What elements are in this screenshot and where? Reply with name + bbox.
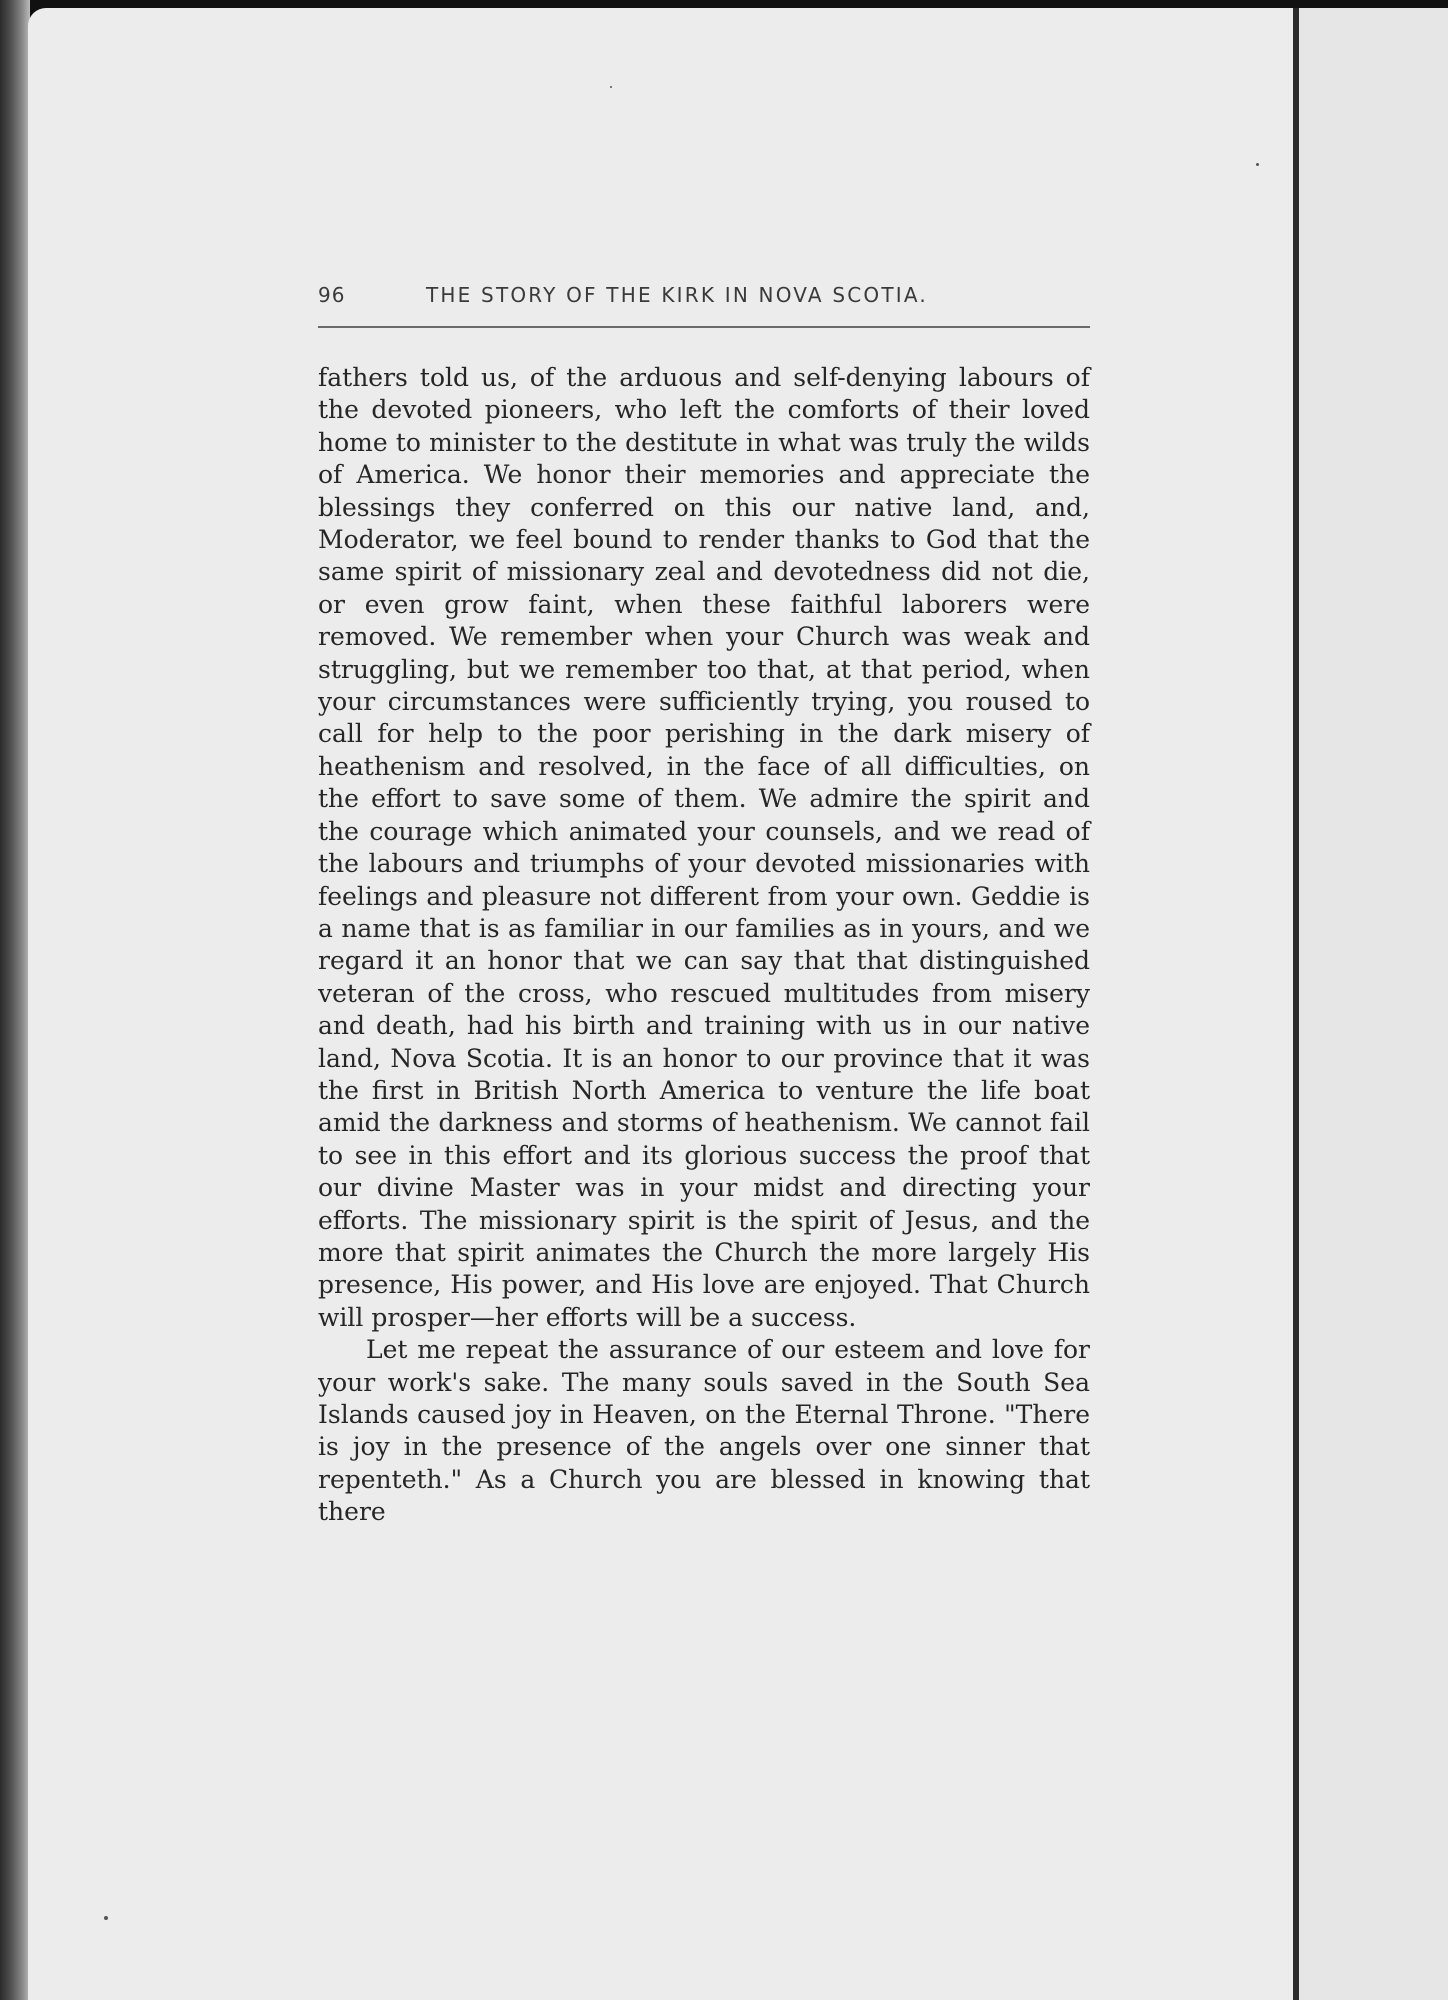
running-head-title: THE STORY OF THE KIRK IN NOVA SCOTIA. <box>426 283 928 307</box>
facing-page-edge <box>1299 8 1448 2000</box>
scan-speck <box>1256 163 1259 166</box>
header-rule <box>318 326 1090 328</box>
running-head <box>318 283 1088 319</box>
paragraph: Let me repeat the assurance of our esteem and love for your work's sake. The many souls saved in the South Sea Islands caused joy in Heaven, on the Eternal Throne. "There is joy in the presence of the angels over one sinner that repenteth." As a Church you are blessed in knowing that there <box>318 1335 1090 1527</box>
scan-speck <box>104 1916 108 1920</box>
book-spine-edge <box>0 0 30 2000</box>
scan-speck <box>610 86 612 88</box>
page-number: 96 <box>318 283 346 307</box>
paragraph-continued: fathers told us, of the arduous and self-denying labours of the devoted pioneers, who left the comforts of their loved home to minister to the destitute in what was truly the wilds of America. We honor their memories and appreciate the blessings they conferred on this our native land, and, Moderator, we feel bound to render thanks to God that the same spirit of missionary zeal and devotedness did not die, or even grow faint, when these faithful laborers were removed. We remember when your Church was weak and struggling, but we remember too that, at that period, when your circumstances were sufficiently trying, you roused to call for help to the poor perishing in the dark misery of heathenism and resolved, in the face of all difficulties, on the effort to save some of them. We admire the spirit and the courage which animated your counsels, and we read of the labours and triumphs of your devoted missionaries with feelings and pleasure not different from your own. Geddie is a name that is as familiar in our families as in yours, and we regard it an honor that we can say that that distinguished veteran of the cross, who rescued multitudes from misery and death, had his birth and training with us in our native land, Nova Scotia. It is an honor to our province that it was the first in British North America to venture the life boat amid the darkness and storms of heathenism. We cannot fail to see in this effort and its glorious success the proof that our divine Master was in your midst and directing your efforts. The missionary spirit is the spirit of Jesus, and the more that spirit animates the Church the more largely His presence, His power, and His love are enjoyed. That Church will prosper—her efforts will be a success. <box>318 363 1090 1332</box>
page-body <box>318 362 1090 1529</box>
